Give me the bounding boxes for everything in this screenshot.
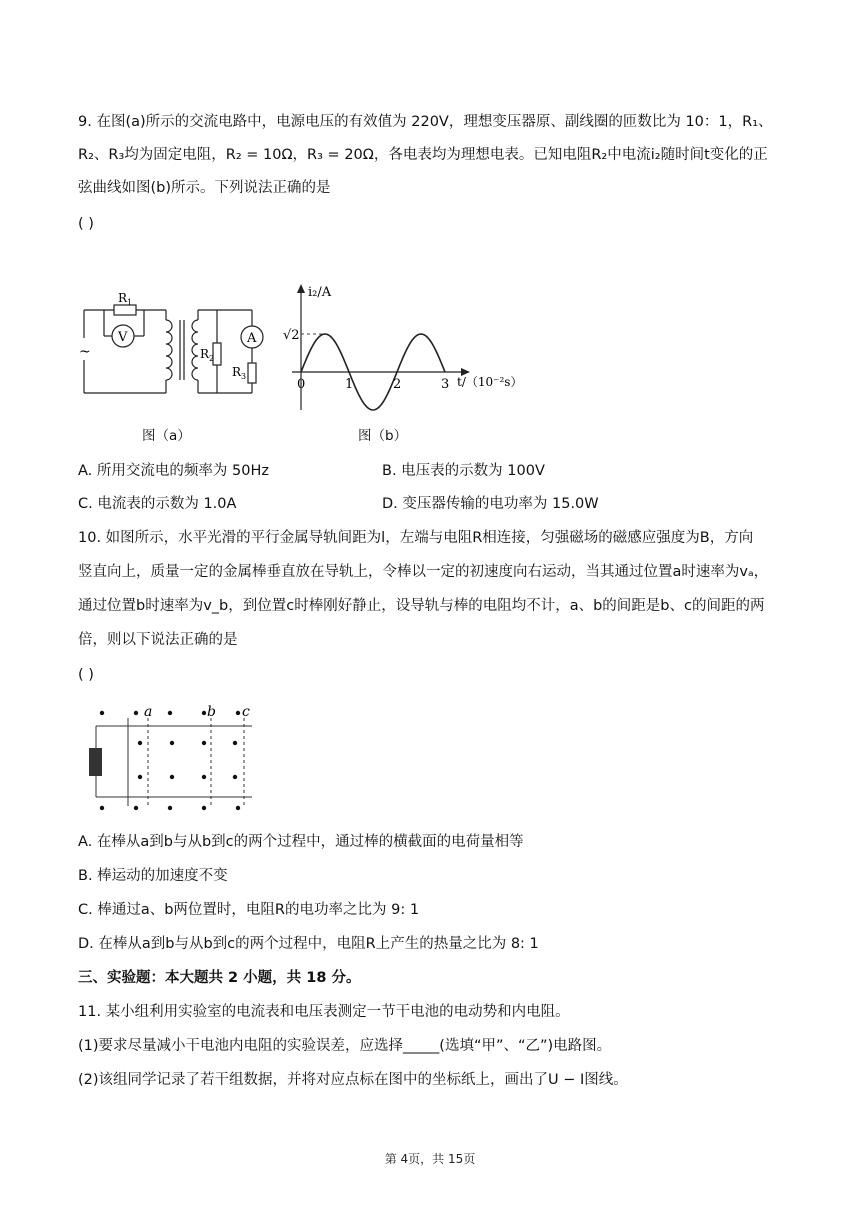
q10-line-1: 10. 如图所示，水平光滑的平行金属导轨间距为l，左端与电阻R相连接，匀强磁场的磁感应强度为B，方向 [78,530,754,546]
y-axis-arrow [297,284,305,293]
y-tick-label: √2 [283,328,300,343]
voltmeter-label: V [118,330,128,345]
q10-option-c: C. 棒通过a、b两位置时，电阻R的电功率之比为 9: 1 [78,902,420,918]
q10-option-d: D. 在棒从a到b与从b到c的两个过程中，电阻R上产生的热量之比为 8: 1 [78,936,539,952]
q10-line-4: 倍，则以下说法正确的是 [78,632,238,648]
q9-option-b: B. 电压表的示数为 100V [382,463,545,479]
ac-source-symbol: ~ [79,344,91,360]
q10-rail-diagram [80,700,260,818]
q9-current-chart [282,282,522,416]
q11-line-2: (1)要求尽量减小干电池内电阻的实验误差，应选择_____(选填“甲”、“乙”)电路图。 [78,1038,612,1054]
q9-option-d: D. 变压器传输的电功率为 15.0W [382,496,599,512]
resistor-r-block [89,748,102,776]
r3-resistor [248,363,256,383]
q9-answer-blank: ( ) [78,216,94,232]
q10-line-2: 竖直向上，质量一定的金属棒垂直放在导轨上，令棒以一定的初速度向右运动，当其通过位置a时速率为vₐ， [78,564,769,580]
r2-resistor [213,343,221,365]
r1-label: $R_1$ [118,291,133,307]
q10-answer-blank: ( ) [78,667,94,683]
page-footer: 第 4页，共 15页 [384,1152,476,1166]
q9-option-a: A. 所用交流电的频率为 50Hz [78,463,269,479]
q9-line-3: 弦曲线如图(b)所示。下列说法正确的是 [78,180,331,196]
position-c-label: c [242,704,250,720]
position-a-label: a [144,704,153,720]
x-tick-label: 0 [297,377,306,392]
q10-option-a: A. 在棒从a到b与从b到c的两个过程中，通过棒的横截面的电荷量相等 [78,834,524,850]
y-axis-label: i₂/A [308,285,332,300]
q9-circuit-diagram [74,288,274,400]
q11-line-1: 11. 某小组利用实验室的电流表和电压表测定一节干电池的电动势和内电阻。 [78,1004,570,1020]
q11-line-3: (2)该组同学记录了若干组数据，并将对应点标在图中的坐标纸上，画出了U − I图线。 [78,1072,628,1088]
fig-b-caption: 图（b） [358,428,408,444]
q9-line-1: 9. 在图(a)所示的交流电路中，电源电压的有效值为 220V，理想变压器原、副线圈的匝数比为 10：1，R₁、 [78,114,773,130]
x-tick-label: 3 [441,377,450,392]
section-3-heading: 三、实验题：本大题共 2 小题，共 18 分。 [78,970,361,986]
x-tick-label: 2 [393,377,402,392]
position-b-label: b [207,704,216,720]
r3-label: $R_3$ [232,365,247,381]
x-axis-label: t/（10⁻²s） [457,375,522,389]
ammeter-label: A [247,331,257,346]
fig-a-caption: 图（a） [142,428,191,444]
q9-option-c: C. 电流表的示数为 1.0A [78,496,237,512]
r1-resistor [114,305,136,315]
q10-line-3: 通过位置b时速率为v_b，到位置c时棒刚好静止，设导轨与棒的电阻均不计，a、b的间距是b、c的间距的两 [78,598,765,614]
r2-label: $R_2$ [200,347,215,363]
q10-option-b: B. 棒运动的加速度不变 [78,868,228,884]
x-tick-label: 1 [345,377,354,392]
q9-line-2: R₂、R₃均为固定电阻，R₂ = 10Ω，R₃ = 20Ω，各电表均为理想电表。已知电阻R₂中电流i₂随时间t变化的正 [78,147,768,163]
